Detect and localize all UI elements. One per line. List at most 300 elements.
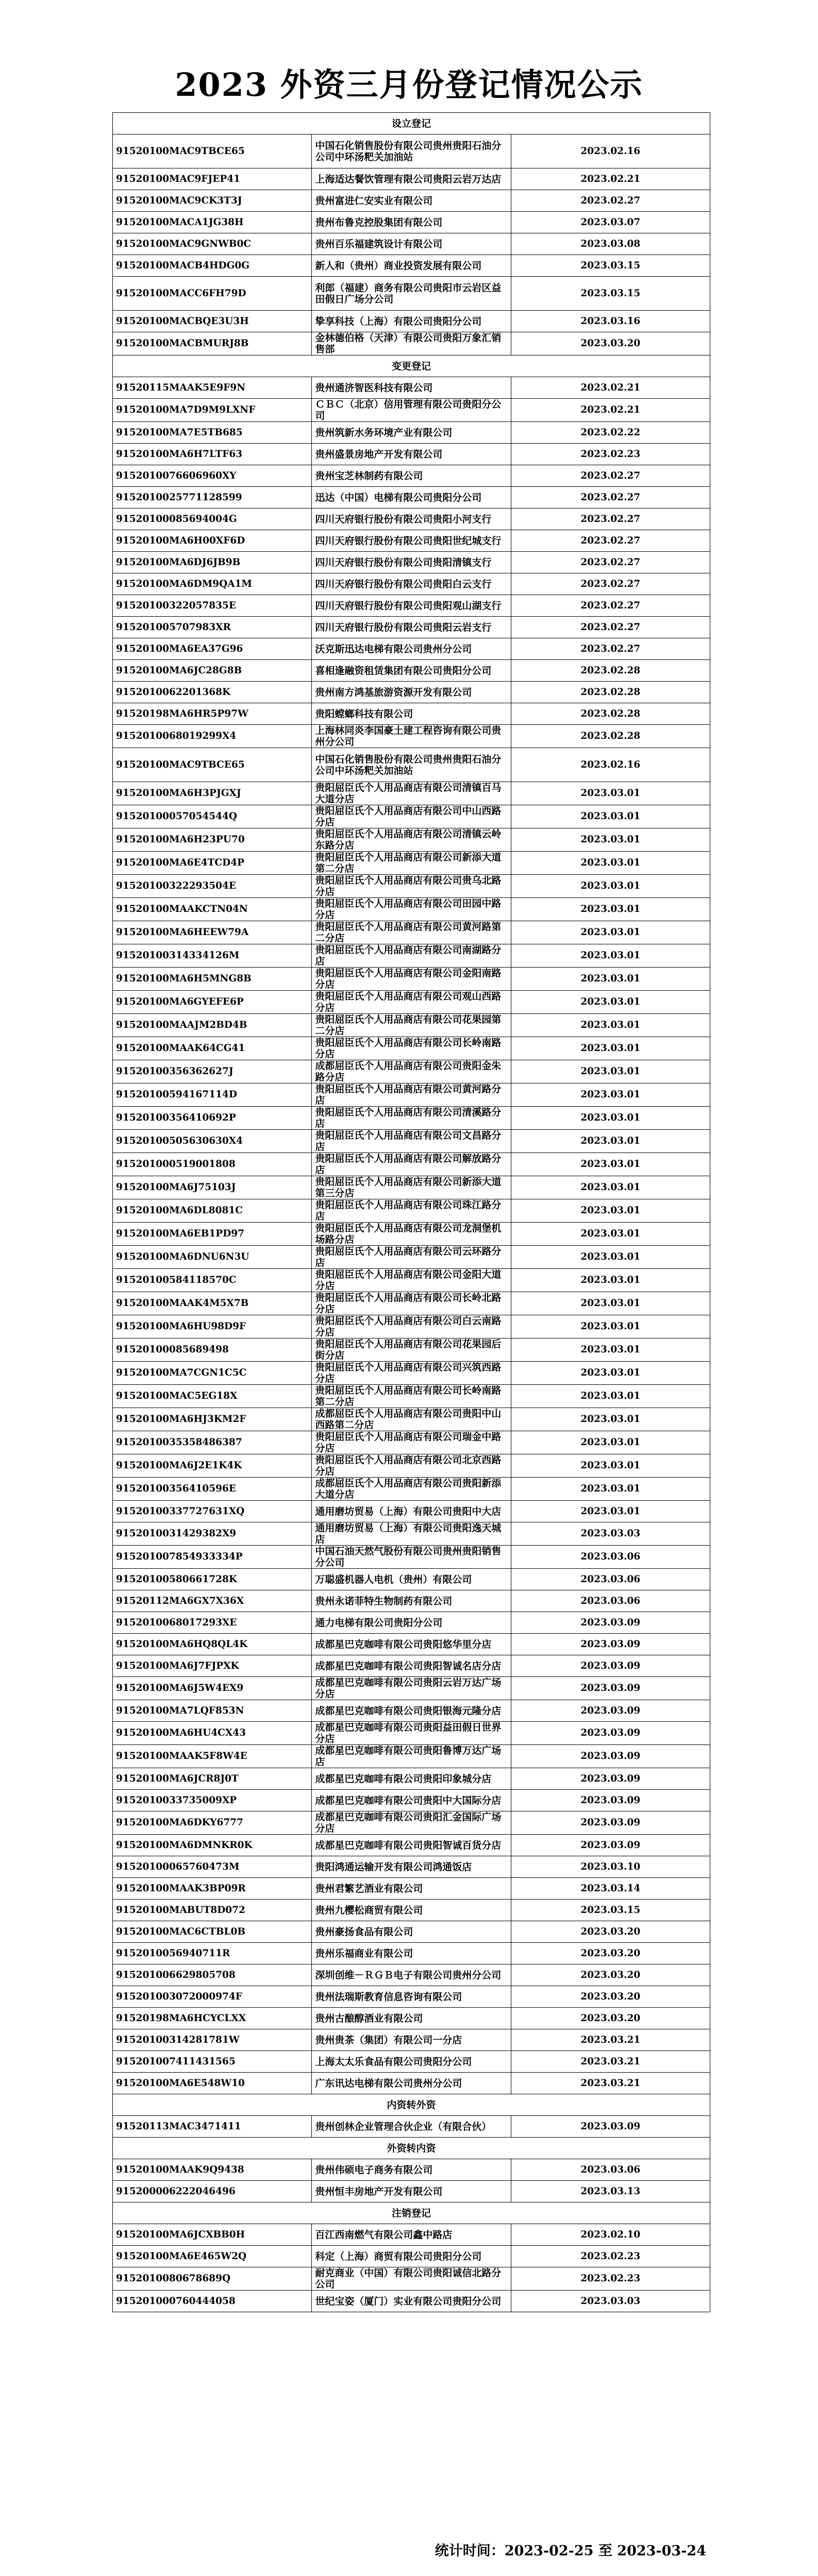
company-name-cell: 通力电梯有限公司贵阳分公司 [312,1612,511,1634]
table-row [113,1878,710,1900]
company-name-cell: 成都星巴克咖啡有限公司贵阳悠华里分店 [312,1634,511,1655]
date-cell: 2023.03.01 [511,898,710,921]
table-row [113,805,710,828]
table-row [113,1700,710,1722]
date-cell: 2023.03.09 [511,1768,710,1790]
table-row [113,1768,710,1790]
date-cell: 2023.03.09 [511,1655,710,1677]
table-row [113,2246,710,2267]
company-name-cell: 广东讯达电梯有限公司贵州分公司 [312,2073,511,2094]
credit-code-cell: 915201005707983XR [113,617,312,638]
date-cell: 2023.03.09 [511,1612,710,1634]
credit-code-cell: 91520100MAAK9Q9438 [113,2159,312,2181]
table-row [113,2159,710,2181]
table-row [113,487,710,509]
credit-code-cell: 91520100322293504E [113,875,312,898]
company-name-cell: 贵州君繁艺酒业有限公司 [312,1878,511,1900]
credit-code-cell: 91520100MACC6FH79D [113,277,312,311]
table-row [113,1634,710,1655]
company-name-cell: 四川天府银行股份有限公司贵阳云岩支行 [312,617,511,638]
table-row [113,2224,710,2246]
credit-code-cell: 91520100MACBQE3U3H [113,311,312,332]
table-row [113,1856,710,1878]
company-name-cell: 贵阳屈臣氏个人用品商店有限公司云环路分店 [312,1246,511,1269]
date-cell: 2023.02.10 [511,2224,710,2246]
table-row [113,1900,710,1921]
date-cell: 2023.02.23 [511,2267,710,2291]
date-cell: 2023.03.03 [511,1522,710,1546]
credit-code-cell: 91520100MA6DJ6JB9B [113,552,312,573]
date-cell: 2023.02.21 [511,399,710,422]
date-cell: 2023.02.27 [511,509,710,530]
credit-code-cell: 91520100085689498 [113,1338,312,1362]
company-name-cell: 成都屈臣氏个人用品商店有限公司贵阳新添大道分店 [312,1478,511,1501]
credit-code-cell: 9152010080678689Q [113,2267,312,2291]
table-row [113,638,710,660]
credit-code-cell: 91520100MA6J2E1K4K [113,1454,312,1478]
company-name-cell: 利郎（福建）商务有限公司贵阳市云岩区益田假日广场分公司 [312,277,511,311]
credit-code-cell: 91520100MAC9TBCE65 [113,748,312,782]
date-cell: 2023.03.09 [511,1677,710,1700]
date-cell: 2023.02.27 [511,595,710,617]
company-name-cell: 四川天府银行股份有限公司贵阳白云支行 [312,573,511,595]
table-row [113,1921,710,1943]
date-cell: 2023.03.14 [511,1878,710,1900]
table-row [113,991,710,1014]
company-name-cell: 上海太太乐食品有限公司贵阳分公司 [312,2051,511,2073]
date-cell: 2023.03.06 [511,1546,710,1569]
company-name-cell: 耐克商业（中国）有限公司贵阳诚信北路分公司 [312,2267,511,2291]
company-name-cell: 贵阳屈臣氏个人用品商店有限公司北京西路分店 [312,1454,511,1478]
date-cell: 2023.03.15 [511,1900,710,1921]
credit-code-cell: 915200006222046496 [113,2181,312,2202]
company-name-cell: 贵州布鲁克控股集团有限公司 [312,212,511,233]
credit-code-cell: 91520100MA6HQ8QL4K [113,1634,312,1655]
company-name-cell: 贵州古酿醇酒业有限公司 [312,2008,511,2029]
date-cell: 2023.03.01 [511,1037,710,1060]
section-header: 内资转外资 [113,2094,710,2116]
company-name-cell: 贵阳屈臣氏个人用品商店有限公司珠江路分店 [312,1199,511,1223]
statistics-period: 统计时间：2023-02-25 至 2023-03-24 [435,2543,706,2559]
company-name-cell: 贵阳屈臣氏个人用品商店有限公司南湖路分店 [312,944,511,968]
table-row [113,277,710,311]
company-name-cell: 贵州伟硕电子商务有限公司 [312,2159,511,2181]
table-row [113,748,710,782]
credit-code-cell: 91520100MA6DNU6N3U [113,1246,312,1269]
credit-code-cell: 91520100MA7CGN1C5C [113,1362,312,1385]
table-row [113,552,710,573]
credit-code-cell: 91520113MAC3471411 [113,2116,312,2138]
credit-code-cell: 91520100MAAK3BP09R [113,1878,312,1900]
company-name-cell: 贵阳屈臣氏个人用品商店有限公司金阳南路分店 [312,968,511,991]
date-cell: 2023.03.21 [511,2051,710,2073]
section-header: 注销登记 [113,2202,710,2224]
credit-code-cell: 91520100MACB4HDG0G [113,255,312,277]
table-row [113,1408,710,1431]
date-cell: 2023.03.06 [511,1569,710,1590]
credit-code-cell: 91520100MA6EB1PD97 [113,1223,312,1246]
date-cell: 2023.02.28 [511,703,710,725]
credit-code-cell: 915201003072000974F [113,1986,312,2008]
company-name-cell: 成都星巴克咖啡有限公司贵阳云岩万达广场分店 [312,1677,511,1700]
date-cell: 2023.03.01 [511,921,710,944]
company-name-cell: 贵阳屈臣氏个人用品商店有限公司贵乌北路分店 [312,875,511,898]
date-cell: 2023.03.01 [511,1362,710,1385]
table-row [113,1083,710,1107]
table-row [113,1014,710,1037]
credit-code-cell: 91520100MA6H7LTF63 [113,444,312,465]
table-row [113,1176,710,1199]
credit-code-cell: 91520100MA6HU4CX43 [113,1722,312,1745]
date-cell: 2023.03.10 [511,1856,710,1878]
company-name-cell: 中国石化销售股份有限公司贵州贵阳石油分公司中环汤粑关加油站 [312,134,511,168]
table-row [113,944,710,968]
date-cell: 2023.03.09 [511,1722,710,1745]
credit-code-cell: 91520100MA6H5MNG8B [113,968,312,991]
credit-code-cell: 91520100314281781W [113,2029,312,2051]
company-name-cell: 贵阳屈臣氏个人用品商店有限公司清溪路分店 [312,1107,511,1130]
credit-code-cell: 91520100MA7D9M9LXNF [113,399,312,422]
credit-code-cell: 91520100MACA1JG38H [113,212,312,233]
company-name-cell: 通用磨坊贸易（上海）有限公司贵阳中大店 [312,1501,511,1522]
date-cell: 2023.03.01 [511,1199,710,1223]
credit-code-cell: 9152010031429382X9 [113,1522,312,1546]
date-cell: 2023.03.20 [511,1921,710,1943]
company-name-cell: 中国石油天然气股份有限公司贵州贵阳销售分公司 [312,1546,511,1569]
company-name-cell: 成都星巴克咖啡有限公司贵阳汇金国际广场分店 [312,1811,511,1835]
company-name-cell: 成都星巴克咖啡有限公司贵阳智诚名店分店 [312,1655,511,1677]
date-cell: 2023.02.21 [511,168,710,190]
date-cell: 2023.03.01 [511,1246,710,1269]
company-name-cell: 贵州豪扬食品有限公司 [312,1921,511,1943]
company-name-cell: ＣＢＣ（北京）信用管理有限公司贵阳分公司 [312,399,511,422]
company-name-cell: 贵州百乐福建筑设计有限公司 [312,233,511,255]
date-cell: 2023.03.20 [511,1943,710,1964]
credit-code-cell: 91520100MA6E465W2Q [113,2246,312,2267]
table-row [113,444,710,465]
company-name-cell: 迅达（中国）电梯有限公司贵阳分公司 [312,487,511,509]
credit-code-cell: 91520100MA6JCXBB0H [113,2224,312,2246]
date-cell: 2023.03.21 [511,2073,710,2094]
company-name-cell: 沃克斯迅达电梯有限公司贵州分公司 [312,638,511,660]
date-cell: 2023.03.20 [511,1964,710,1986]
date-cell: 2023.03.09 [511,1790,710,1811]
company-name-cell: 喜相逢融资租赁集团有限公司贵阳分公司 [312,660,511,682]
company-name-cell: 贵阳螳螂科技有限公司 [312,703,511,725]
table-row [113,1569,710,1590]
company-name-cell: 贵州宝芝林制药有限公司 [312,465,511,487]
date-cell: 2023.03.09 [511,1700,710,1722]
date-cell: 2023.03.01 [511,828,710,852]
date-cell: 2023.02.27 [511,465,710,487]
credit-code-cell: 91520100MA6DKY6777 [113,1811,312,1835]
credit-code-cell: 91520100MA6DL8081C [113,1199,312,1223]
table-row [113,168,710,190]
credit-code-cell: 91520100MAAJM2BD4B [113,1014,312,1037]
credit-code-cell: 9152010033735009XP [113,1790,312,1811]
date-cell: 2023.02.28 [511,660,710,682]
date-cell: 2023.03.09 [511,1835,710,1856]
company-name-cell: 贵州筑新水务环境产业有限公司 [312,422,511,444]
date-cell: 2023.03.01 [511,1338,710,1362]
date-cell: 2023.03.01 [511,1408,710,1431]
company-name-cell: 贵州法瑞斯教育信息咨询有限公司 [312,1986,511,2008]
credit-code-cell: 91520115MAAK5E9F9N [113,377,312,399]
company-name-cell: 贵阳屈臣氏个人用品商店有限公司长岭北路分店 [312,1292,511,1315]
table-row [113,422,710,444]
credit-code-cell: 91520100MA7LQF853N [113,1700,312,1722]
table-row [113,190,710,212]
credit-code-cell: 91520100MAAKCTN04N [113,898,312,921]
credit-code-cell: 91520100MAC9CK3T3J [113,190,312,212]
company-name-cell: 贵阳屈臣氏个人用品商店有限公司清镇云岭东路分店 [312,828,511,852]
company-name-cell: 贵州贵茶（集团）有限公司一分店 [312,2029,511,2051]
table-row [113,595,710,617]
table-row [113,1246,710,1269]
date-cell: 2023.03.01 [511,1385,710,1408]
date-cell: 2023.03.20 [511,1986,710,2008]
date-cell: 2023.02.27 [511,573,710,595]
company-name-cell: 成都星巴克咖啡有限公司贵阳银海元隆分店 [312,1700,511,1722]
credit-code-cell: 91520100MA7E5TB685 [113,422,312,444]
date-cell: 2023.03.01 [511,1478,710,1501]
credit-code-cell: 9152010068019299X4 [113,725,312,748]
table-row [113,233,710,255]
table-row [113,1745,710,1768]
date-cell: 2023.03.01 [511,944,710,968]
date-cell: 2023.02.27 [511,530,710,552]
date-cell: 2023.03.16 [511,311,710,332]
company-name-cell: 贵阳屈臣氏个人用品商店有限公司兴筑西路分店 [312,1362,511,1385]
credit-code-cell: 91520112MA6GX7X36X [113,1590,312,1612]
table-row [113,968,710,991]
company-name-cell: 科定（上海）商贸有限公司贵阳分公司 [312,2246,511,2267]
table-row [113,1501,710,1522]
table-row [113,682,710,703]
date-cell: 2023.03.01 [511,1176,710,1199]
credit-code-cell: 9152010035358486387 [113,1431,312,1454]
table-row [113,1478,710,1501]
credit-code-cell: 91520100057054544Q [113,805,312,828]
company-name-cell: 万聪盛机器人电机（贵州）有限公司 [312,1569,511,1590]
date-cell: 2023.02.16 [511,134,710,168]
date-cell: 2023.03.01 [511,1083,710,1107]
table-row [113,1522,710,1546]
credit-code-cell: 915201007411431565 [113,2051,312,2073]
company-name-cell: 贵州乐福商业有限公司 [312,1943,511,1964]
table-row [113,660,710,682]
date-cell: 2023.02.21 [511,377,710,399]
date-cell: 2023.03.09 [511,1634,710,1655]
company-name-cell: 成都屈臣氏个人用品商店有限公司贵阳中山西路第二分店 [312,1408,511,1431]
company-name-cell: 贵阳屈臣氏个人用品商店有限公司解放路分店 [312,1153,511,1176]
company-name-cell: 贵阳屈臣氏个人用品商店有限公司长岭南路分店 [312,1037,511,1060]
date-cell: 2023.03.09 [511,2116,710,2138]
table-row [113,1037,710,1060]
company-name-cell: 新人和（贵州）商业投资发展有限公司 [312,255,511,277]
company-name-cell: 贵阳屈臣氏个人用品商店有限公司清镇百马大道分店 [312,782,511,805]
date-cell: 2023.02.23 [511,444,710,465]
company-name-cell: 贵阳屈臣氏个人用品商店有限公司花果园第二分店 [312,1014,511,1037]
table-row [113,2008,710,2029]
company-name-cell: 贵州九樱松商贸有限公司 [312,1900,511,1921]
date-cell: 2023.03.01 [511,1153,710,1176]
company-name-cell: 贵州富进仁安实业有限公司 [312,190,511,212]
table-row [113,332,710,355]
credit-code-cell: 91520100MAC5EG18X [113,1385,312,1408]
date-cell: 2023.02.23 [511,2246,710,2267]
company-name-cell: 贵阳屈臣氏个人用品商店有限公司新添大道第二分店 [312,852,511,875]
credit-code-cell: 91520100MAC9GNWB0C [113,233,312,255]
date-cell: 2023.03.06 [511,1590,710,1612]
table-row [113,1107,710,1130]
company-name-cell: 贵州创林企业管理合伙企业（有限合伙） [312,2116,511,2138]
company-name-cell: 世纪宝姿（厦门）实业有限公司贵阳分公司 [312,2291,511,2312]
credit-code-cell: 91520100MA6H00XF6D [113,530,312,552]
company-name-cell: 贵阳屈臣氏个人用品商店有限公司瑞金中路分店 [312,1431,511,1454]
credit-code-cell: 91520100MA6JCR8J0T [113,1768,312,1790]
table-row [113,617,710,638]
date-cell: 2023.03.01 [511,852,710,875]
date-cell: 2023.03.01 [511,1292,710,1315]
company-name-cell: 贵阳屈臣氏个人用品商店有限公司中山西路分店 [312,805,511,828]
table-row [113,1130,710,1153]
date-cell: 2023.03.06 [511,2159,710,2181]
table-row [113,1292,710,1315]
table-row [113,399,710,422]
company-name-cell: 贵阳屈臣氏个人用品商店有限公司黄河路分店 [312,1083,511,1107]
company-name-cell: 深圳创维－ＲＧＢ电子有限公司贵州分公司 [312,1964,511,1986]
table-row [113,2051,710,2073]
table-row [113,530,710,552]
credit-code-cell: 91520100MA6HU98D9F [113,1315,312,1338]
company-name-cell: 贵阳鸿通运输开发有限公司鸿通饭店 [312,1856,511,1878]
company-name-cell: 成都星巴克咖啡有限公司贵阳印象城分店 [312,1768,511,1790]
date-cell: 2023.03.15 [511,277,710,311]
table-row [113,703,710,725]
table-row [113,1835,710,1856]
company-name-cell: 成都星巴克咖啡有限公司贵阳益田假日世界分店 [312,1722,511,1745]
credit-code-cell: 91520100580661728K [113,1569,312,1590]
company-name-cell: 贵阳屈臣氏个人用品商店有限公司新添大道第三分店 [312,1176,511,1199]
table-row [113,509,710,530]
date-cell: 2023.02.28 [511,725,710,748]
company-name-cell: 贵阳屈臣氏个人用品商店有限公司文昌路分店 [312,1130,511,1153]
table-row [113,1338,710,1362]
section-header-row [113,2138,710,2159]
section-header: 变更登记 [113,355,710,377]
credit-code-cell: 91520100MAC9TBCE65 [113,134,312,168]
date-cell: 2023.03.13 [511,2181,710,2202]
date-cell: 2023.03.01 [511,1454,710,1478]
company-name-cell: 贵阳屈臣氏个人用品商店有限公司龙洞堡机场路分店 [312,1223,511,1246]
credit-code-cell: 91520100MACBMURJ8B [113,332,312,355]
credit-code-cell: 91520100085694004G [113,509,312,530]
table-row [113,134,710,168]
company-name-cell: 贵阳屈臣氏个人用品商店有限公司花果园后街分店 [312,1338,511,1362]
credit-code-cell: 91520100594167114D [113,1083,312,1107]
company-name-cell: 挚享科技（上海）有限公司贵阳分公司 [312,311,511,332]
date-cell: 2023.03.01 [511,968,710,991]
company-name-cell: 成都星巴克咖啡有限公司贵阳中大国际分店 [312,1790,511,1811]
company-name-cell: 贵州恒丰房地产开发有限公司 [312,2181,511,2202]
credit-code-cell: 9152010056940711R [113,1943,312,1964]
section-header-row [113,2094,710,2116]
credit-code-cell: 91520100505630630X4 [113,1130,312,1153]
credit-code-cell: 91520100MA6J5W4EX9 [113,1677,312,1700]
table-row [113,1943,710,1964]
table-row [113,1315,710,1338]
credit-code-cell: 91520100MA6JC28G8B [113,660,312,682]
company-name-cell: 贵阳屈臣氏个人用品商店有限公司金阳大道分店 [312,1269,511,1292]
credit-code-cell: 91520100MA6E548W10 [113,2073,312,2094]
table-row [113,1790,710,1811]
credit-code-cell: 91520100MAAK4M5X7B [113,1292,312,1315]
credit-code-cell: 91520198MA6HR5P97W [113,703,312,725]
company-name-cell: 贵阳屈臣氏个人用品商店有限公司田园中路分店 [312,898,511,921]
table-row [113,1362,710,1385]
credit-code-cell: 91520100MAAK64CG41 [113,1037,312,1060]
table-row [113,1655,710,1677]
credit-code-cell: 91520100MAAK5F8W4E [113,1745,312,1768]
table-row [113,1454,710,1478]
credit-code-cell: 91520100356362627J [113,1060,312,1083]
company-name-cell: 四川天府银行股份有限公司贵阳小河支行 [312,509,511,530]
company-name-cell: 贵阳屈臣氏个人用品商店有限公司黄河路第二分店 [312,921,511,944]
credit-code-cell: 915201000760444058 [113,2291,312,2312]
table-row [113,1385,710,1408]
date-cell: 2023.03.01 [511,1223,710,1246]
date-cell: 2023.02.27 [511,638,710,660]
section-header: 外资转内资 [113,2138,710,2159]
company-name-cell: 百江西南燃气有限公司鑫中路店 [312,2224,511,2246]
table-row [113,1964,710,1986]
company-name-cell: 贵州永诺菲特生物制药有限公司 [312,1590,511,1612]
date-cell: 2023.03.07 [511,212,710,233]
credit-code-cell: 91520100MABUT8D072 [113,1900,312,1921]
table-row [113,255,710,277]
date-cell: 2023.02.28 [511,682,710,703]
company-name-cell: 通用磨坊贸易（上海）有限公司贵阳逸天城店 [312,1522,511,1546]
credit-code-cell: 91520100MAC9FJEP41 [113,168,312,190]
credit-code-cell: 91520100337727631XQ [113,1501,312,1522]
date-cell: 2023.02.27 [511,617,710,638]
date-cell: 2023.02.27 [511,190,710,212]
table-row [113,875,710,898]
table-row [113,1986,710,2008]
table-row [113,2181,710,2202]
table-row [113,311,710,332]
table-row [113,212,710,233]
credit-code-cell: 91520100MA6HEEW79A [113,921,312,944]
table-row [113,1590,710,1612]
date-cell: 2023.03.08 [511,233,710,255]
date-cell: 2023.03.20 [511,332,710,355]
credit-code-cell: 9152010025771128599 [113,487,312,509]
company-name-cell: 贵阳屈臣氏个人用品商店有限公司观山西路分店 [312,991,511,1014]
table-row [113,898,710,921]
table-row [113,1060,710,1083]
credit-code-cell: 9152010068017293XE [113,1612,312,1634]
company-name-cell: 成都星巴克咖啡有限公司贵阳鲁博万达广场店 [312,1745,511,1768]
section-header-row [113,113,710,134]
table-row [113,465,710,487]
company-name-cell: 中国石化销售股份有限公司贵州贵阳石油分公司中环汤粑关加油站 [312,748,511,782]
credit-code-cell: 91520198MA6HCYCLXX [113,2008,312,2029]
company-name-cell: 上海林同炎李国豪土建工程咨询有限公司贵州分公司 [312,725,511,748]
credit-code-cell: 91520100MA6H3PJGXJ [113,782,312,805]
date-cell: 2023.03.01 [511,782,710,805]
